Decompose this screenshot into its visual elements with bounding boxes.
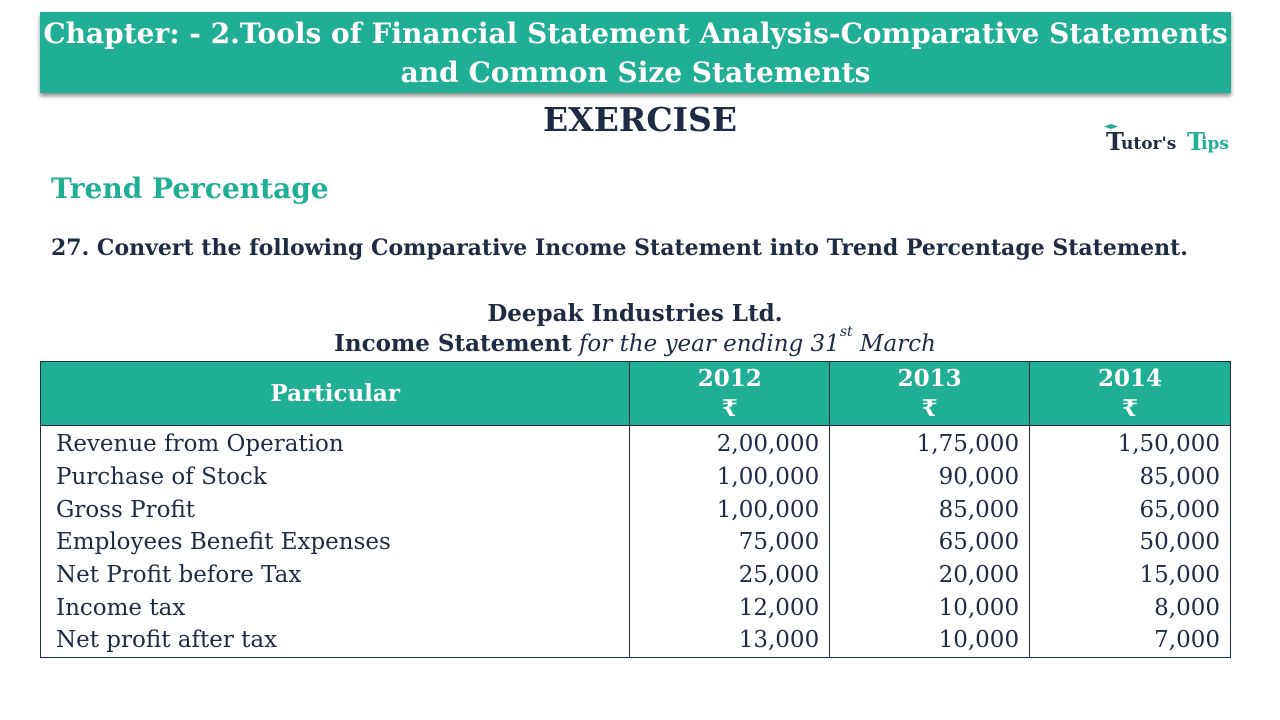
income-statement-table (40, 361, 1231, 658)
value-2014: 1,50,000 (1030, 426, 1231, 461)
chapter-title-line-2: and Common Size Statements (400, 56, 871, 89)
value-2012: 2,00,000 (630, 426, 830, 461)
rupee-symbol: ₹ (721, 394, 738, 422)
row-particular: Revenue from Operation (41, 426, 630, 461)
value-2014: 15,000 (1030, 559, 1231, 592)
value-2014: 65,000 (1030, 493, 1231, 526)
logo-letter-t1: T (1106, 127, 1124, 156)
rupee-symbol: ₹ (921, 394, 938, 422)
statement-subtitle-bold: Income Statement (334, 330, 572, 357)
row-particular: Gross Profit (41, 493, 630, 526)
value-2013: 85,000 (830, 493, 1030, 526)
question-text: 27. Convert the following Comparative Income Statement into Trend Percentage Statement. (51, 235, 1188, 261)
header-year: 2012 (697, 364, 762, 392)
statement-subtitle-sup: st (839, 324, 853, 340)
section-title: Trend Percentage (51, 172, 329, 205)
header-year: 2014 (1098, 364, 1163, 392)
exercise-heading: EXERCISE (542, 100, 738, 139)
value-2013: 1,75,000 (830, 426, 1030, 461)
header-year-2012 (630, 362, 830, 426)
logo-text-utors: utor's (1121, 134, 1177, 154)
value-2012: 1,00,000 (630, 493, 830, 526)
logo-letter-t2: T (1187, 127, 1205, 156)
row-particular: Employees Benefit Expenses (41, 526, 630, 559)
statement-subtitle-italic: for the year ending 31 (571, 331, 840, 357)
table-row (41, 526, 1231, 559)
chapter-banner (40, 12, 1231, 93)
table-header-row (41, 362, 1231, 426)
header-year: 2013 (897, 364, 962, 392)
row-particular: Income tax (41, 591, 630, 624)
value-2013: 90,000 (830, 461, 1030, 494)
header-year-2014 (1030, 362, 1231, 426)
value-2012: 12,000 (630, 591, 830, 624)
value-2014: 85,000 (1030, 461, 1231, 494)
value-2012: 1,00,000 (630, 461, 830, 494)
value-2012: 25,000 (630, 559, 830, 592)
value-2013: 10,000 (830, 624, 1030, 657)
value-2014: 50,000 (1030, 526, 1231, 559)
logo-text-ips: ips (1201, 134, 1229, 154)
value-2013: 65,000 (830, 526, 1030, 559)
table-row (41, 493, 1231, 526)
value-2012: 75,000 (630, 526, 830, 559)
chapter-title-line-1: Chapter: - 2.Tools of Financial Statement Analysis-Comparative Statements (43, 17, 1228, 50)
statement-subtitle (0, 324, 1270, 357)
value-2014: 8,000 (1030, 591, 1231, 624)
row-particular: Net profit after tax (41, 624, 630, 657)
rupee-symbol: ₹ (1122, 394, 1139, 422)
row-particular: Net Profit before Tax (41, 559, 630, 592)
table-row (41, 591, 1231, 624)
row-particular: Purchase of Stock (41, 461, 630, 494)
table-row (41, 559, 1231, 592)
company-name: Deepak Industries Ltd. (487, 300, 783, 327)
value-2013: 10,000 (830, 591, 1030, 624)
statement-subtitle-tail: March (852, 331, 936, 357)
value-2014: 7,000 (1030, 624, 1231, 657)
header-particular: Particular (41, 362, 630, 426)
table-row (41, 461, 1231, 494)
table-row (41, 426, 1231, 461)
header-year-2013 (830, 362, 1030, 426)
table-row (41, 624, 1231, 657)
value-2012: 13,000 (630, 624, 830, 657)
value-2013: 20,000 (830, 559, 1030, 592)
